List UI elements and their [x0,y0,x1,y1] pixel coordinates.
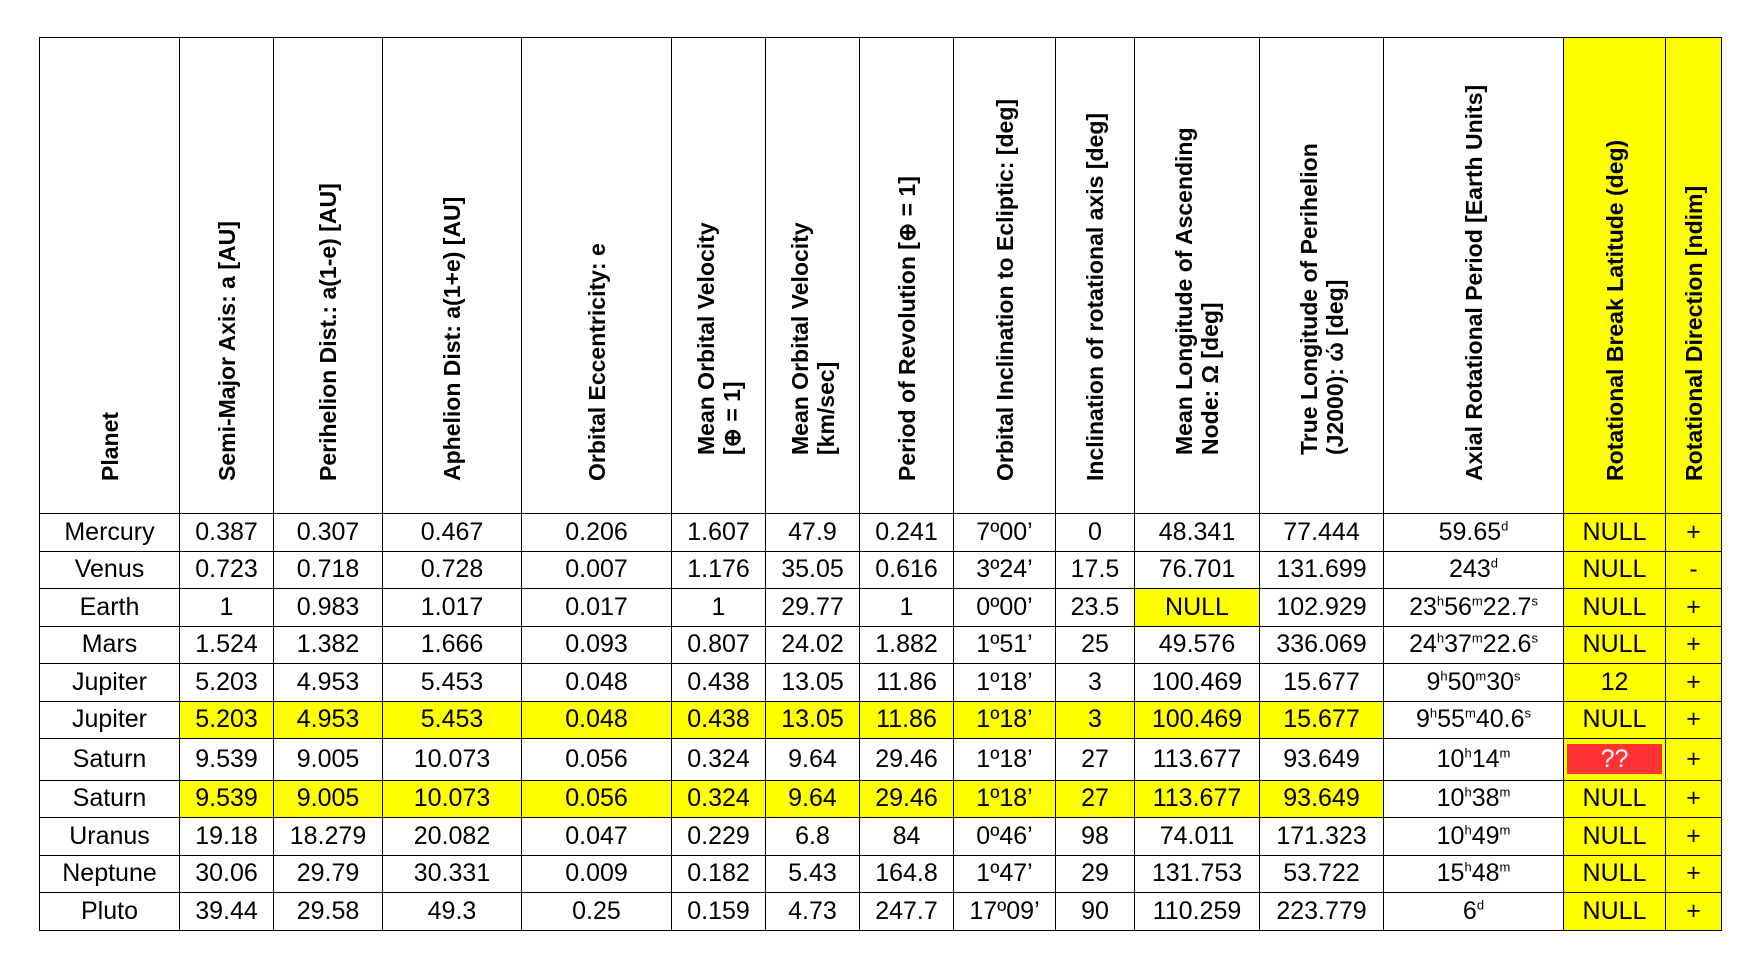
column-header: Semi-Major Axis: a [AU] [180,38,274,514]
data-cell: 48.341 [1135,514,1260,552]
rotation-direction-cell: + [1666,739,1722,781]
data-cell: 1 [180,589,274,627]
data-cell: 0.807 [672,626,766,664]
data-cell: 6.8 [766,818,860,856]
planet-name-cell: Pluto [40,893,180,931]
data-cell: 93.649 [1260,780,1384,818]
data-cell: 0.017 [522,589,672,627]
data-cell: 113.677 [1135,739,1260,781]
data-cell: 10.073 [383,739,522,781]
data-cell: 0.438 [672,701,766,739]
data-cell: 0.093 [522,626,672,664]
break-latitude-cell: NULL [1564,855,1666,893]
data-cell: 0.728 [383,551,522,589]
data-cell: 1.524 [180,626,274,664]
data-cell: 0.307 [274,514,383,552]
column-header: Rotational Direction [ndim] [1666,38,1722,514]
data-cell: 30.331 [383,855,522,893]
planet-name-cell: Uranus [40,818,180,856]
planet-name-cell: Neptune [40,855,180,893]
rotation-period-cell: 10$^h$49$^m$ [1384,818,1564,856]
rotation-period-cell: 243$^d$ [1384,551,1564,589]
data-cell: 336.069 [1260,626,1384,664]
data-cell: 0.324 [672,780,766,818]
column-header: Axial Rotational Period [Earth Units] [1384,38,1564,514]
table-row [40,589,1722,627]
data-cell: 0.229 [672,818,766,856]
data-cell: 1.882 [860,626,954,664]
data-cell: 74.011 [1135,818,1260,856]
data-cell: 49.3 [383,893,522,931]
table-row [40,818,1722,856]
column-header: Aphelion Dist: a(1+e) [AU] [383,38,522,514]
break-latitude-cell: NULL [1564,589,1666,627]
data-cell: 3 [1056,664,1135,702]
break-latitude-cell: NULL [1564,780,1666,818]
data-cell: 23.5 [1056,589,1135,627]
data-cell: 17º09’ [954,893,1056,931]
data-cell: 4.73 [766,893,860,931]
data-cell: 9.539 [180,739,274,781]
data-cell: 0.048 [522,664,672,702]
data-cell: 247.7 [860,893,954,931]
data-cell: 13.05 [766,664,860,702]
data-cell: 29.79 [274,855,383,893]
data-cell: 0.056 [522,739,672,781]
data-cell: 27 [1056,780,1135,818]
data-cell: 0º46’ [954,818,1056,856]
data-cell: 0.007 [522,551,672,589]
data-cell: 0.056 [522,780,672,818]
data-cell: 0.182 [672,855,766,893]
data-cell: 10.073 [383,780,522,818]
rotation-direction-cell: + [1666,780,1722,818]
break-latitude-cell: NULL [1564,818,1666,856]
data-cell: 93.649 [1260,739,1384,781]
data-cell: 29.77 [766,589,860,627]
data-cell: 30.06 [180,855,274,893]
rotation-direction-cell: - [1666,551,1722,589]
data-cell: 77.444 [1260,514,1384,552]
rotation-direction-cell: + [1666,701,1722,739]
data-cell: 9.64 [766,739,860,781]
data-cell: 110.259 [1135,893,1260,931]
data-cell: 19.18 [180,818,274,856]
data-cell: 18.279 [274,818,383,856]
column-header: Period of Revolution [⊕ = 1] [860,38,954,514]
data-cell: 47.9 [766,514,860,552]
data-cell: 1º18’ [954,780,1056,818]
planet-name-cell: Saturn [40,780,180,818]
data-cell: 113.677 [1135,780,1260,818]
data-cell: 98 [1056,818,1135,856]
data-cell: 171.323 [1260,818,1384,856]
table-row [40,626,1722,664]
rotation-period-cell: 10$^h$38$^m$ [1384,780,1564,818]
rotation-direction-cell: + [1666,855,1722,893]
data-cell: 0.324 [672,739,766,781]
break-latitude-cell: ?? [1564,739,1666,781]
data-cell: 5.203 [180,701,274,739]
data-cell: 223.779 [1260,893,1384,931]
planet-name-cell: Jupiter [40,701,180,739]
data-cell: 0.983 [274,589,383,627]
planet-name-cell: Mercury [40,514,180,552]
data-cell: 102.929 [1260,589,1384,627]
data-cell: 9.64 [766,780,860,818]
table-row [40,664,1722,702]
rotation-period-cell: 59.65$^d$ [1384,514,1564,552]
data-cell: 0º00’ [954,589,1056,627]
data-cell: 5.203 [180,664,274,702]
rotation-period-cell: 9$^h$55$^m$40.6$^s$ [1384,701,1564,739]
data-cell: 9.005 [274,739,383,781]
column-header: Planet [40,38,180,514]
data-cell: 0.047 [522,818,672,856]
data-cell: 11.86 [860,701,954,739]
planet-name-cell: Mars [40,626,180,664]
data-cell: 27 [1056,739,1135,781]
column-header: Perihelion Dist.: a(1-e) [AU] [274,38,383,514]
column-header: Mean Orbital Velocity [km/sec] [766,38,860,514]
planet-name-cell: Venus [40,551,180,589]
column-header: Mean Orbital Velocity [⊕ = 1] [672,38,766,514]
data-cell: 76.701 [1135,551,1260,589]
data-cell: NULL [1135,589,1260,627]
rotation-period-cell: 15$^h$48$^m$ [1384,855,1564,893]
data-cell: 0.25 [522,893,672,931]
table-row [40,893,1722,931]
data-cell: 3º24’ [954,551,1056,589]
data-cell: 131.699 [1260,551,1384,589]
data-cell: 9.005 [274,780,383,818]
planet-name-cell: Earth [40,589,180,627]
data-cell: 1º51’ [954,626,1056,664]
data-cell: 84 [860,818,954,856]
rotation-direction-cell: + [1666,893,1722,931]
data-cell: 39.44 [180,893,274,931]
header-row [40,38,1722,514]
data-cell: 0.718 [274,551,383,589]
data-cell: 0.438 [672,664,766,702]
break-latitude-cell: 12 [1564,664,1666,702]
data-cell: 15.677 [1260,701,1384,739]
data-cell: 1.017 [383,589,522,627]
column-header: True Longitude of Perihelion (J2000): ώ [deg] [1260,38,1384,514]
data-cell: 17.5 [1056,551,1135,589]
table-row [40,855,1722,893]
data-cell: 1º47’ [954,855,1056,893]
data-cell: 100.469 [1135,664,1260,702]
data-cell: 4.953 [274,701,383,739]
rotation-period-cell: 9$^h$50$^m$30$^s$ [1384,664,1564,702]
planet-name-cell: Jupiter [40,664,180,702]
data-cell: 1 [672,589,766,627]
rotation-period-cell: 6$^d$ [1384,893,1564,931]
column-header: Inclination of rotational axis [deg] [1056,38,1135,514]
data-cell: 29.46 [860,739,954,781]
data-cell: 1.607 [672,514,766,552]
break-latitude-cell: NULL [1564,893,1666,931]
data-cell: 164.8 [860,855,954,893]
data-cell: 100.469 [1135,701,1260,739]
data-cell: 0.616 [860,551,954,589]
data-cell: 0.159 [672,893,766,931]
data-cell: 1.176 [672,551,766,589]
data-cell: 29 [1056,855,1135,893]
break-latitude-cell: NULL [1564,626,1666,664]
data-cell: 15.677 [1260,664,1384,702]
rotation-direction-cell: + [1666,664,1722,702]
rotation-period-cell: 10$^h$14$^m$ [1384,739,1564,781]
break-latitude-cell: NULL [1564,701,1666,739]
data-cell: 1.382 [274,626,383,664]
data-cell: 5.453 [383,701,522,739]
table-row [40,739,1722,781]
data-cell: 1º18’ [954,739,1056,781]
data-cell: 1.666 [383,626,522,664]
break-latitude-cell: NULL [1564,514,1666,552]
data-cell: 29.46 [860,780,954,818]
data-cell: 24.02 [766,626,860,664]
table-row [40,701,1722,739]
rotation-direction-cell: + [1666,626,1722,664]
data-cell: 49.576 [1135,626,1260,664]
data-cell: 5.453 [383,664,522,702]
data-cell: 0.241 [860,514,954,552]
planet-data-table [39,37,1722,931]
data-cell: 131.753 [1135,855,1260,893]
data-cell: 0 [1056,514,1135,552]
data-cell: 29.58 [274,893,383,931]
rotation-direction-cell: + [1666,589,1722,627]
data-cell: 20.082 [383,818,522,856]
table-row [40,514,1722,552]
column-header: Orbital Inclination to Ecliptic: [deg] [954,38,1056,514]
data-cell: 1º18’ [954,701,1056,739]
data-cell: 4.953 [274,664,383,702]
data-cell: 35.05 [766,551,860,589]
column-header: Rotational Break Latitude (deg) [1564,38,1666,514]
data-cell: 0.048 [522,701,672,739]
data-cell: 0.206 [522,514,672,552]
data-cell: 90 [1056,893,1135,931]
data-cell: 25 [1056,626,1135,664]
table-row [40,780,1722,818]
data-cell: 0.009 [522,855,672,893]
data-cell: 9.539 [180,780,274,818]
break-latitude-cell: NULL [1564,551,1666,589]
table-row [40,551,1722,589]
rotation-period-cell: 24$^h$37$^m$22.6$^s$ [1384,626,1564,664]
data-cell: 1 [860,589,954,627]
data-cell: 5.43 [766,855,860,893]
column-header: Mean Longitude of Ascending Node: Ω [deg] [1135,38,1260,514]
table-body [40,514,1722,931]
rotation-direction-cell: + [1666,514,1722,552]
data-cell: 1º18’ [954,664,1056,702]
data-cell: 0.387 [180,514,274,552]
data-cell: 3 [1056,701,1135,739]
data-cell: 13.05 [766,701,860,739]
rotation-period-cell: 23$^h$56$^m$22.7$^s$ [1384,589,1564,627]
planet-name-cell: Saturn [40,739,180,781]
data-cell: 0.723 [180,551,274,589]
data-cell: 11.86 [860,664,954,702]
column-header: Orbital Eccentricity: e [522,38,672,514]
rotation-direction-cell: + [1666,818,1722,856]
data-cell: 0.467 [383,514,522,552]
data-cell: 53.722 [1260,855,1384,893]
data-cell: 7º00’ [954,514,1056,552]
